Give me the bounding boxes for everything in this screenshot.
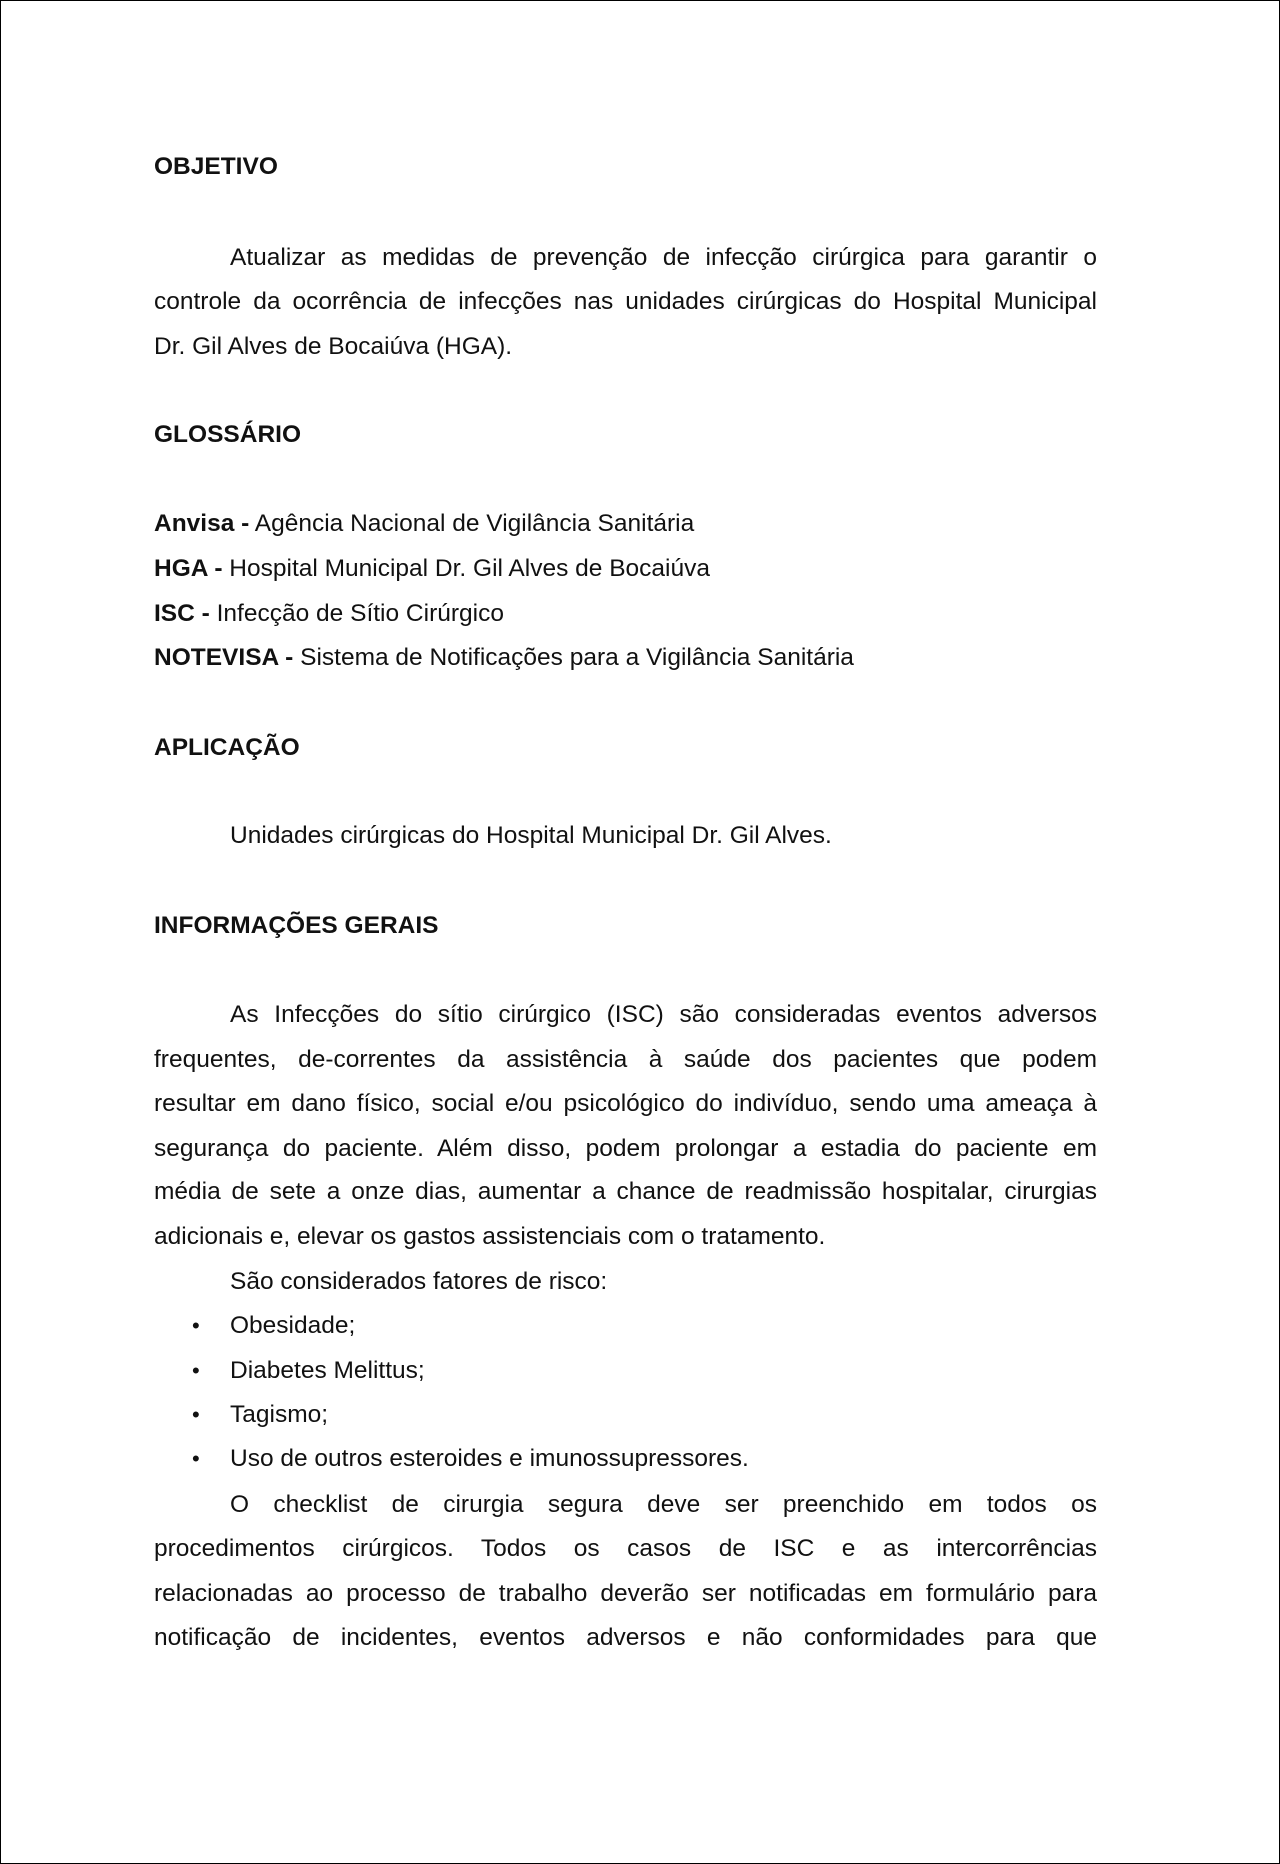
- glossary-definition: Hospital Municipal Dr. Gil Alves de Bocaiúva: [222, 555, 710, 582]
- glossary-term: Anvisa -: [154, 510, 250, 537]
- bullet-icon: •: [192, 1402, 200, 1427]
- bullet-icon: •: [192, 1446, 200, 1471]
- glossary-term: ISC -: [154, 600, 210, 627]
- glossary-definition: Agência Nacional de Vigilância Sanitária: [249, 510, 695, 537]
- glossary-term: NOTEVISA -: [154, 644, 294, 671]
- paragraph-line: relacionadas ao processo de trabalho deverão ser notificadas em formulário para: [154, 1580, 1097, 1607]
- heading-objetivo: OBJETIVO: [154, 153, 278, 180]
- list-item-text: Tagismo;: [230, 1401, 329, 1428]
- paragraph-line: procedimentos cirúrgicos. Todos os casos de ISC e as intercorrências: [154, 1535, 1097, 1562]
- bullet-icon: •: [192, 1358, 200, 1383]
- glossary-term: HGA -: [154, 555, 223, 582]
- glossary-item: [154, 554, 710, 584]
- list-item-text: Obesidade;: [230, 1312, 356, 1339]
- paragraph-line: As Infecções do sítio cirúrgico (ISC) são consideradas eventos adversos: [230, 1001, 1097, 1028]
- paragraph-line: notificação de incidentes, eventos adversos e não conformidades para que: [154, 1624, 1097, 1651]
- list-item-text: Diabetes Melittus;: [230, 1357, 425, 1384]
- objetivo-line: Atualizar as medidas de prevenção de infecção cirúrgica para garantir o: [230, 244, 1097, 271]
- objetivo-line: Dr. Gil Alves de Bocaiúva (HGA).: [154, 333, 513, 360]
- glossary-item: [154, 509, 694, 539]
- heading-informacoes-gerais: INFORMAÇÕES GERAIS: [154, 912, 439, 939]
- paragraph-line: O checklist de cirurgia segura deve ser preenchido em todos os: [230, 1491, 1097, 1518]
- glossary-item: [154, 643, 854, 673]
- glossary-definition: Sistema de Notificações para a Vigilância Sanitária: [293, 644, 854, 671]
- aplicacao-text: Unidades cirúrgicas do Hospital Municipal Dr. Gil Alves.: [230, 822, 832, 849]
- list-item-text: Uso de outros esteroides e imunossupressores.: [230, 1445, 749, 1472]
- paragraph-line: média de sete a onze dias, aumentar a chance de readmissão hospitalar, cirurgias: [154, 1178, 1097, 1205]
- heading-glossario: GLOSSÁRIO: [154, 421, 302, 448]
- paragraph-line: frequentes, de-correntes da assistência à saúde dos pacientes que podem: [154, 1046, 1097, 1073]
- objetivo-line: controle da ocorrência de infecções nas unidades cirúrgicas do Hospital Municipal: [154, 288, 1097, 315]
- paragraph-line: adicionais e, elevar os gastos assistenciais com o tratamento.: [154, 1223, 826, 1250]
- risk-factors-intro: São considerados fatores de risco:: [230, 1268, 608, 1295]
- heading-aplicacao: APLICAÇÃO: [154, 734, 300, 761]
- paragraph-line: segurança do paciente. Além disso, podem prolongar a estadia do paciente em: [154, 1135, 1097, 1162]
- glossary-item: [154, 599, 504, 629]
- bullet-icon: •: [192, 1313, 200, 1338]
- paragraph-line: resultar em dano físico, social e/ou psicológico do indivíduo, sendo uma ameaça à: [154, 1090, 1097, 1117]
- glossary-definition: Infecção de Sítio Cirúrgico: [209, 600, 504, 627]
